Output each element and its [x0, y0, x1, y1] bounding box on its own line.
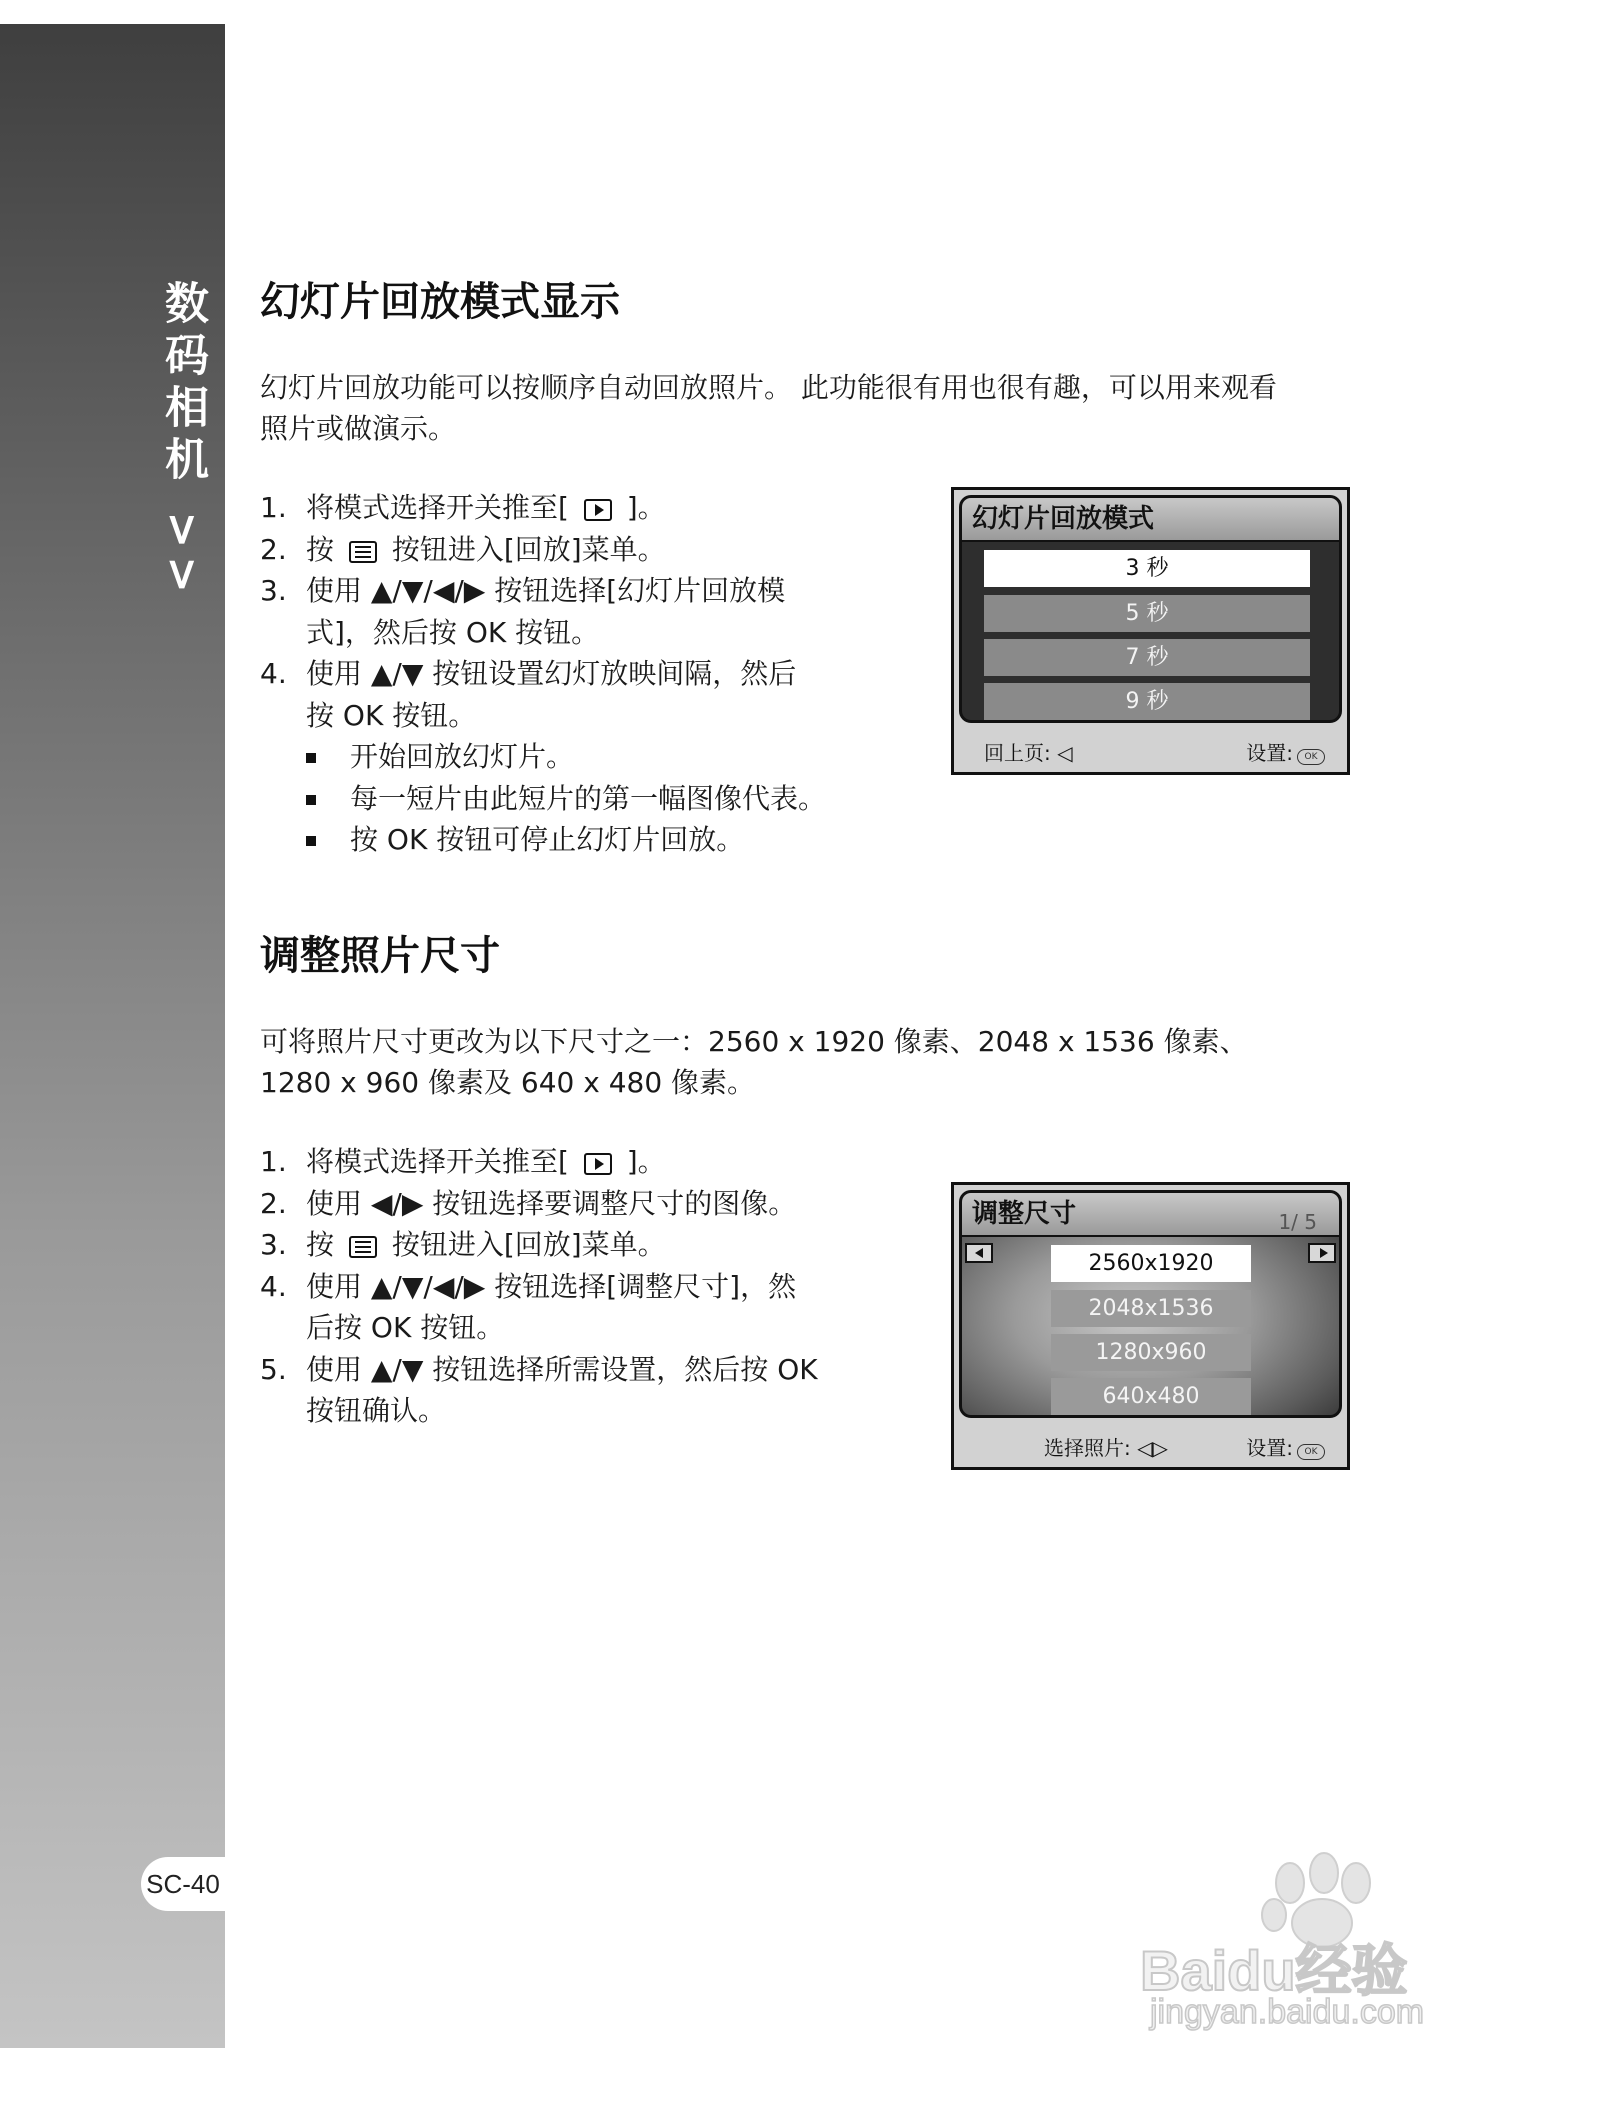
step-text: ]。	[626, 491, 666, 524]
screen-footer	[954, 725, 1347, 772]
screen-title: 调整尺寸 1/ 5	[962, 1193, 1339, 1237]
play-icon	[584, 499, 612, 521]
option-item[interactable]: 1280x960	[1051, 1334, 1251, 1371]
section-heading: 调整照片尺寸	[260, 933, 500, 979]
step-text: 按	[306, 532, 335, 566]
watermark-logo: Baidu经验	[1140, 1939, 1408, 2002]
step-number: 4.	[260, 657, 287, 690]
intro-line: 幻灯片回放功能可以按顺序自动回放照片。 此功能很有用也很有趣，可以用来观看	[260, 371, 1277, 404]
step-number: 2.	[260, 1186, 287, 1220]
select-hint: 选择照片: ◁▷	[1044, 1436, 1168, 1460]
ok-icon: OK	[1297, 1444, 1325, 1460]
page-number: SC-40	[141, 1857, 225, 1911]
option-item[interactable]: 2048x1536	[1051, 1290, 1251, 1327]
intro-line: 照片或做演示。	[260, 412, 457, 445]
step-number: 2.	[260, 532, 287, 566]
step-number: 3.	[260, 1228, 287, 1261]
step-number: 5.	[260, 1352, 287, 1386]
step-item	[260, 1224, 860, 1266]
bullet-item: 每一短片由此短片的第一幅图像代表。	[260, 778, 860, 820]
image-counter: 1/ 5	[1278, 1210, 1317, 1234]
step-text: 将模式选择开关推至[	[306, 1145, 569, 1178]
option-item[interactable]: 5 秒	[984, 595, 1310, 632]
section-heading: 幻灯片回放模式显示	[260, 279, 620, 325]
step-text: 按	[306, 1228, 335, 1261]
option-item[interactable]: 9 秒	[984, 683, 1310, 720]
step-number: 4.	[260, 1269, 287, 1303]
step-number: 1.	[260, 1145, 287, 1178]
play-icon	[584, 1153, 612, 1175]
step-text: 将模式选择开关推至[	[306, 491, 569, 524]
step-text: 后按 OK 按钮。	[306, 1311, 505, 1344]
step-text: 使用 ▲/▼/◀/▶ 按钮选择[幻灯片回放模	[306, 574, 786, 607]
step-item	[260, 1349, 860, 1432]
screen-title: 幻灯片回放模式	[962, 498, 1339, 542]
slideshow-screen	[951, 487, 1350, 775]
step-text: 使用 ▲/▼ 按钮选择所需设置，然后按 OK	[306, 1352, 818, 1386]
option-item[interactable]: 3 秒	[984, 550, 1310, 587]
step-number: 1.	[260, 491, 287, 524]
resize-screen	[951, 1182, 1350, 1470]
step-item	[260, 487, 860, 529]
step-text: 式]，然后按 OK 按钮。	[306, 615, 600, 649]
option-item[interactable]: 7 秒	[984, 639, 1310, 676]
next-arrow-icon[interactable]	[1308, 1243, 1336, 1263]
set-hint: 设置: OK	[1246, 1432, 1325, 1461]
step-item	[260, 529, 860, 571]
step-text: 使用 ▲/▼/◀/▶ 按钮选择[调整尺寸]，然	[306, 1269, 797, 1303]
bullet-item: 开始回放幻灯片。	[260, 736, 860, 778]
step-item	[260, 1141, 860, 1183]
step-item	[260, 1266, 860, 1349]
step-text: 使用 ◀/▶ 按钮选择要调整尺寸的图像。	[306, 1186, 797, 1220]
step-item	[260, 1183, 860, 1225]
option-item[interactable]: 640x480	[1051, 1378, 1251, 1415]
lcd-display	[959, 495, 1342, 723]
option-item[interactable]: 2560x1920	[1051, 1245, 1251, 1282]
watermark-url: jingyan.baidu.com	[1150, 1993, 1425, 2031]
step-item	[260, 570, 860, 653]
baidu-watermark	[1140, 1843, 1520, 2038]
set-hint: 设置: OK	[1246, 737, 1325, 766]
step-text: ]。	[626, 1145, 666, 1178]
ok-icon: OK	[1297, 749, 1325, 765]
lcd-display	[959, 1190, 1342, 1418]
step-text: 按钮进入[回放]菜单。	[391, 1228, 666, 1261]
step-text: 按钮确认。	[306, 1394, 447, 1427]
step-item	[260, 653, 860, 736]
menu-icon	[349, 1236, 377, 1258]
steps-list	[260, 487, 860, 861]
step-text: 按 OK 按钮。	[306, 698, 477, 732]
bullet-item: 按 OK 按钮可停止幻灯片回放。	[260, 819, 860, 861]
prev-arrow-icon[interactable]	[965, 1243, 993, 1263]
step-number: 3.	[260, 574, 287, 607]
intro-line: 可将照片尺寸更改为以下尺寸之一：2560 x 1920 像素、2048 x 1536 像素、	[260, 1025, 1248, 1058]
steps-list	[260, 1141, 860, 1432]
intro-line: 1280 x 960 像素及 640 x 480 像素。	[260, 1066, 756, 1099]
side-title: 数码相机 >>	[157, 280, 208, 602]
step-text: 使用 ▲/▼ 按钮设置幻灯放映间隔，然后	[306, 657, 797, 690]
back-hint: 回上页: ◁	[984, 741, 1073, 765]
screen-footer	[954, 1420, 1347, 1467]
step-text: 按钮进入[回放]菜单。	[391, 532, 666, 566]
menu-icon	[349, 541, 377, 563]
